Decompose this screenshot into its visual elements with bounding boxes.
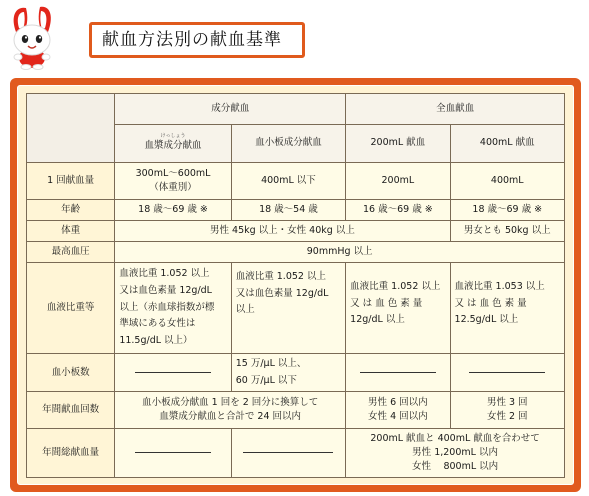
cell-volume-400ml: 400mL [450, 163, 564, 200]
cell-annual-total-whole [346, 429, 565, 478]
cell-age-plasma: 18 歳～69 歳 ※ [115, 200, 231, 221]
cell-line: 以上 [235, 304, 255, 316]
not-applicable-dash [135, 372, 211, 373]
plasma-ruby: けっしょう [160, 133, 186, 140]
table-row [27, 200, 565, 221]
cell-age-200ml: 16 歳～69 歳 ※ [346, 200, 450, 221]
cell-line: 11.5g/dL 以上） [119, 334, 193, 346]
cell-volume-plasma [115, 163, 231, 200]
header-plasma-label: 血漿成分献血 [144, 140, 202, 152]
table-row [27, 242, 565, 263]
not-applicable-dash [135, 452, 211, 453]
standards-frame [10, 78, 581, 492]
mascot-icon [2, 2, 82, 70]
cell-line: 男性 6 回以内 [368, 397, 428, 408]
cell-weight-400ml: 男女とも 50kg 以上 [450, 221, 564, 242]
table-row [27, 94, 565, 125]
cell-line: 12g/dL 以上 [350, 314, 405, 326]
row-label-age: 年齢 [27, 200, 115, 221]
header-plasma [115, 125, 231, 163]
cell-blood-plasma [115, 263, 231, 354]
cell-annual-total-platelet [231, 429, 345, 478]
cell-annual-count-400ml [450, 392, 564, 429]
cell-line: 300mL～600mL [135, 167, 211, 179]
cell-line: 又 は 血 色 素 量 [454, 297, 527, 309]
cell-platelets-200ml [346, 354, 450, 392]
cell-age-platelet: 18 歳～54 歳 [231, 200, 345, 221]
cell-volume-platelet: 400mL 以下 [231, 163, 345, 200]
table-row [27, 354, 565, 392]
cell-line: 女性 2 回 [486, 411, 528, 423]
cell-line: 15 万/μL 以上、 [235, 358, 307, 369]
cell-blood-400ml [450, 263, 564, 354]
cell-line: 男性 3 回 [486, 397, 528, 408]
page-title: 献血方法別の献血基準 [89, 22, 305, 58]
cell-line: 男性 1,200mL 以内 [412, 447, 498, 458]
cell-line: 又は血色素量 12g/dL [235, 287, 329, 299]
cell-line: 又は血色素量 12g/dL [119, 285, 212, 297]
cell-line: 血液比重 1.052 以上 [350, 281, 441, 292]
not-applicable-dash [469, 372, 545, 373]
not-applicable-dash [243, 452, 333, 453]
row-label-platelets: 血小板数 [27, 354, 115, 392]
cell-line: 12.5g/dL 以上 [454, 314, 519, 326]
cell-blood-platelet [231, 263, 345, 354]
standards-panel [17, 85, 574, 485]
cell-line: 女性 800mL 以内 [411, 461, 499, 473]
cell-weight-main: 男性 45kg 以上・女性 40kg 以上 [115, 221, 450, 242]
not-applicable-dash [360, 372, 436, 373]
cell-line: 準域にある女性は [119, 318, 196, 330]
cell-annual-count-200ml [346, 392, 450, 429]
header-component-donation: 成分献血 [115, 94, 346, 125]
cell-line: 血液比重 1.053 以上 [454, 281, 545, 292]
cell-line: 血液比重 1.052 以上 [119, 268, 210, 280]
table-row [27, 429, 565, 478]
cell-line: 血漿成分献血と合計で 24 回以内 [159, 411, 302, 423]
table-row [27, 263, 565, 354]
cell-line: 女性 4 回以内 [368, 411, 428, 423]
donation-standards-table [26, 93, 565, 478]
cell-volume-200ml: 200mL [346, 163, 450, 200]
cell-platelets-plasma [115, 354, 231, 392]
corner-cell [27, 94, 115, 163]
row-label-annual-count: 年間献血回数 [27, 392, 115, 429]
cell-annual-count-component [115, 392, 346, 429]
cell-bp-all: 90mmHg 以上 [115, 242, 565, 263]
header-400ml: 400mL 献血 [450, 125, 564, 163]
header-whole-blood-donation: 全血献血 [346, 94, 565, 125]
cell-line: （体重別） [149, 182, 197, 193]
cell-annual-total-plasma [115, 429, 231, 478]
cell-platelets-platelet [231, 354, 345, 392]
cell-line: 血小板成分献血 1 回を 2 回分に換算して [142, 397, 319, 408]
table-row [27, 221, 565, 242]
cell-blood-200ml [346, 263, 450, 354]
header-200ml: 200mL 献血 [346, 125, 450, 163]
row-label-bp: 最高血圧 [27, 242, 115, 263]
cell-line: 以上（赤血球指数が標 [119, 301, 215, 313]
cell-platelets-400ml [450, 354, 564, 392]
header-platelet: 血小板成分献血 [231, 125, 345, 163]
table-row [27, 392, 565, 429]
row-label-annual-total: 年間総献血量 [27, 429, 115, 478]
cell-age-400ml: 18 歳～69 歳 ※ [450, 200, 564, 221]
cell-line: 200mL 献血と 400mL 献血を合わせて [370, 432, 540, 444]
cell-line: 血液比重 1.052 以上 [235, 271, 326, 282]
row-label-weight: 体重 [27, 221, 115, 242]
cell-line: 60 万/μL 以下 [235, 374, 297, 386]
table-row [27, 163, 565, 200]
cell-line: 又 は 血 色 素 量 [350, 297, 423, 309]
row-label-volume: 1 回献血量 [27, 163, 115, 200]
row-label-blood: 血液比重等 [27, 263, 115, 354]
